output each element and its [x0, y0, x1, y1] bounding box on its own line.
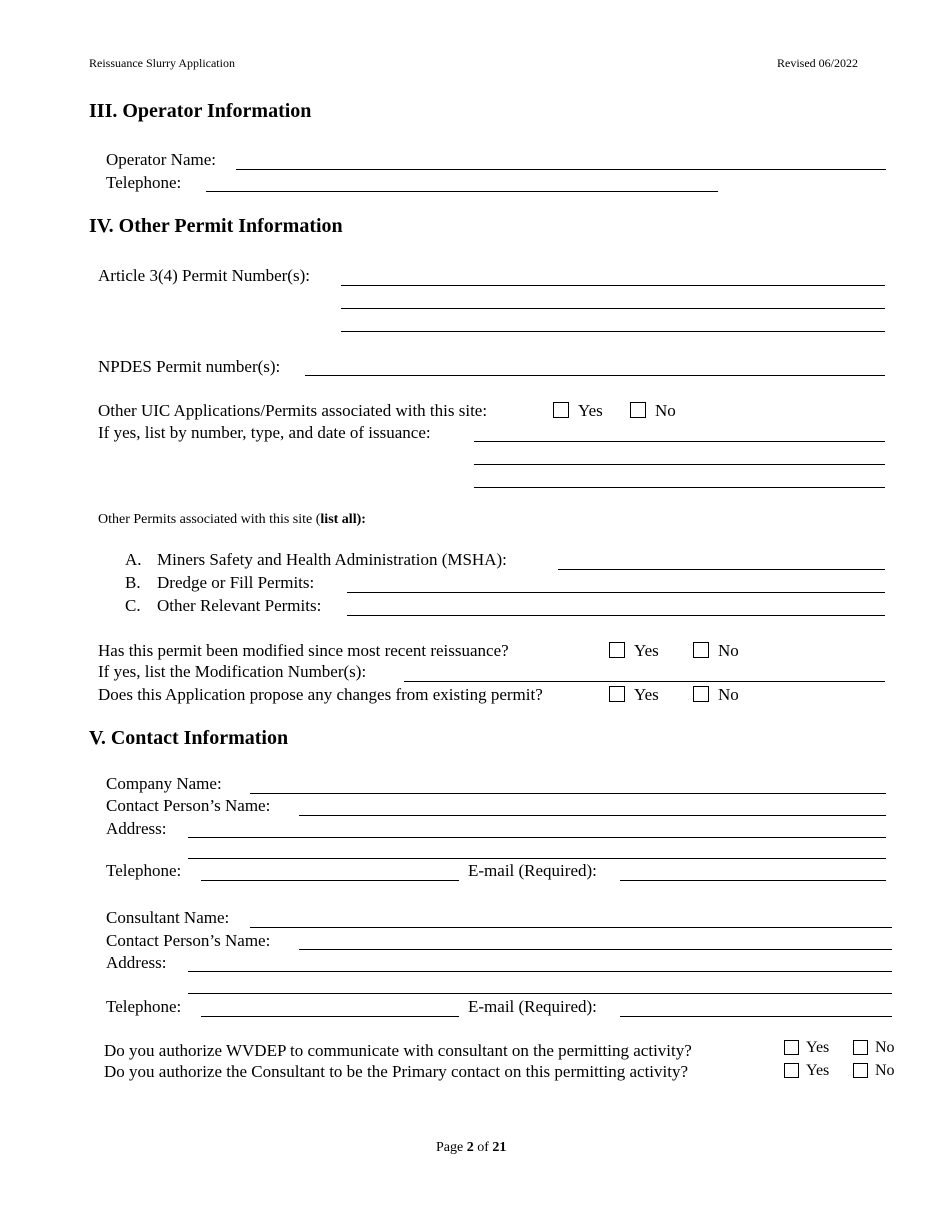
email-label: E-mail (Required):	[468, 861, 597, 880]
contact-person-label: Contact Person’s Name:	[106, 796, 271, 815]
uic-list-field-1[interactable]	[474, 441, 885, 442]
dredge-fill-field[interactable]	[347, 592, 885, 593]
consultant-telephone-field[interactable]	[201, 1016, 459, 1017]
other-relevant-field[interactable]	[347, 615, 885, 616]
uic-question: Other UIC Applications/Permits associated with this site:	[98, 401, 488, 420]
consultant-email-field[interactable]	[620, 1016, 892, 1017]
uic-list-label: If yes, list by number, type, and date of issuance:	[98, 423, 431, 442]
uic-no-checkbox[interactable]	[630, 402, 646, 418]
changes-yes-checkbox[interactable]	[609, 686, 625, 702]
consultant-address-label: Address:	[106, 953, 167, 972]
consultant-address-field-2[interactable]	[188, 993, 892, 994]
primary-no-checkbox[interactable]	[853, 1063, 868, 1078]
uic-yes-label: Yes	[578, 401, 603, 420]
communicate-no-label: No	[875, 1039, 895, 1056]
consultant-name-label: Consultant Name:	[106, 908, 230, 927]
company-name-label: Company Name:	[106, 774, 222, 793]
header-right: Revised 06/2022	[777, 56, 858, 70]
primary-yes-label: Yes	[806, 1062, 830, 1079]
consultant-contact-field[interactable]	[299, 949, 892, 950]
msha-field[interactable]	[558, 569, 885, 570]
operator-telephone-label: Telephone:	[106, 173, 182, 192]
changes-yes-label: Yes	[634, 685, 659, 704]
modified-yes-checkbox[interactable]	[609, 642, 625, 658]
uic-list-field-2[interactable]	[474, 464, 885, 465]
address-field-2[interactable]	[188, 858, 886, 859]
telephone-field[interactable]	[201, 880, 459, 881]
operator-name-label: Operator Name:	[106, 150, 216, 169]
modified-question: Has this permit been modified since most recent reissuance?	[98, 641, 509, 660]
uic-list-field-3[interactable]	[474, 487, 885, 488]
operator-name-field[interactable]	[236, 169, 886, 170]
article-permit-label: Article 3(4) Permit Number(s):	[98, 266, 310, 285]
consultant-address-field-1[interactable]	[188, 971, 892, 972]
article-permit-field-3[interactable]	[341, 331, 885, 332]
company-name-field[interactable]	[250, 793, 886, 794]
modified-yes-label: Yes	[634, 641, 659, 660]
consultant-name-field[interactable]	[250, 927, 892, 928]
modification-list-label: If yes, list the Modification Number(s):	[98, 662, 367, 681]
item-a-marker: A.	[125, 550, 142, 569]
item-c-label: Other Relevant Permits:	[157, 596, 322, 615]
consultant-telephone-label: Telephone:	[106, 997, 182, 1016]
consultant-contact-label: Contact Person’s Name:	[106, 931, 271, 950]
communicate-yes-label: Yes	[806, 1039, 830, 1056]
section-5-title: V. Contact Information	[89, 727, 289, 749]
modified-no-checkbox[interactable]	[693, 642, 709, 658]
address-field-1[interactable]	[188, 837, 886, 838]
primary-no-label: No	[875, 1062, 895, 1079]
communicate-no-checkbox[interactable]	[853, 1040, 868, 1055]
npdes-label: NPDES Permit number(s):	[98, 357, 281, 376]
uic-yes-checkbox[interactable]	[553, 402, 569, 418]
communicate-yes-checkbox[interactable]	[784, 1040, 799, 1055]
npdes-field[interactable]	[305, 375, 885, 376]
authorize-communicate-question: Do you authorize WVDEP to communicate with consultant on the permitting activity?	[104, 1041, 692, 1060]
item-b-label: Dredge or Fill Permits:	[157, 573, 315, 592]
consultant-email-label: E-mail (Required):	[468, 997, 597, 1016]
email-field[interactable]	[620, 880, 886, 881]
contact-person-field[interactable]	[299, 815, 886, 816]
authorize-primary-question: Do you authorize the Consultant to be the Primary contact on this permitting activity?	[104, 1062, 689, 1081]
item-c-marker: C.	[125, 596, 141, 615]
page-number: Page 2 of 21	[436, 1140, 507, 1155]
modification-number-field[interactable]	[404, 681, 885, 682]
modified-no-label: No	[718, 641, 739, 660]
changes-question: Does this Application propose any changes from existing permit?	[98, 685, 543, 704]
article-permit-field-1[interactable]	[341, 285, 885, 286]
changes-no-checkbox[interactable]	[693, 686, 709, 702]
item-b-marker: B.	[125, 573, 141, 592]
item-a-label: Miners Safety and Health Administration (MSHA):	[157, 550, 507, 569]
uic-no-label: No	[655, 401, 676, 420]
operator-telephone-field[interactable]	[206, 191, 718, 192]
section-4-title: IV. Other Permit Information	[89, 215, 343, 237]
article-permit-field-2[interactable]	[341, 308, 885, 309]
telephone-label: Telephone:	[106, 861, 182, 880]
primary-yes-checkbox[interactable]	[784, 1063, 799, 1078]
header-left: Reissuance Slurry Application	[89, 56, 235, 70]
other-permits-heading: Other Permits associated with this site (list all):	[98, 512, 366, 527]
address-label: Address:	[106, 819, 167, 838]
section-3-title: III. Operator Information	[89, 100, 312, 122]
changes-no-label: No	[718, 685, 739, 704]
